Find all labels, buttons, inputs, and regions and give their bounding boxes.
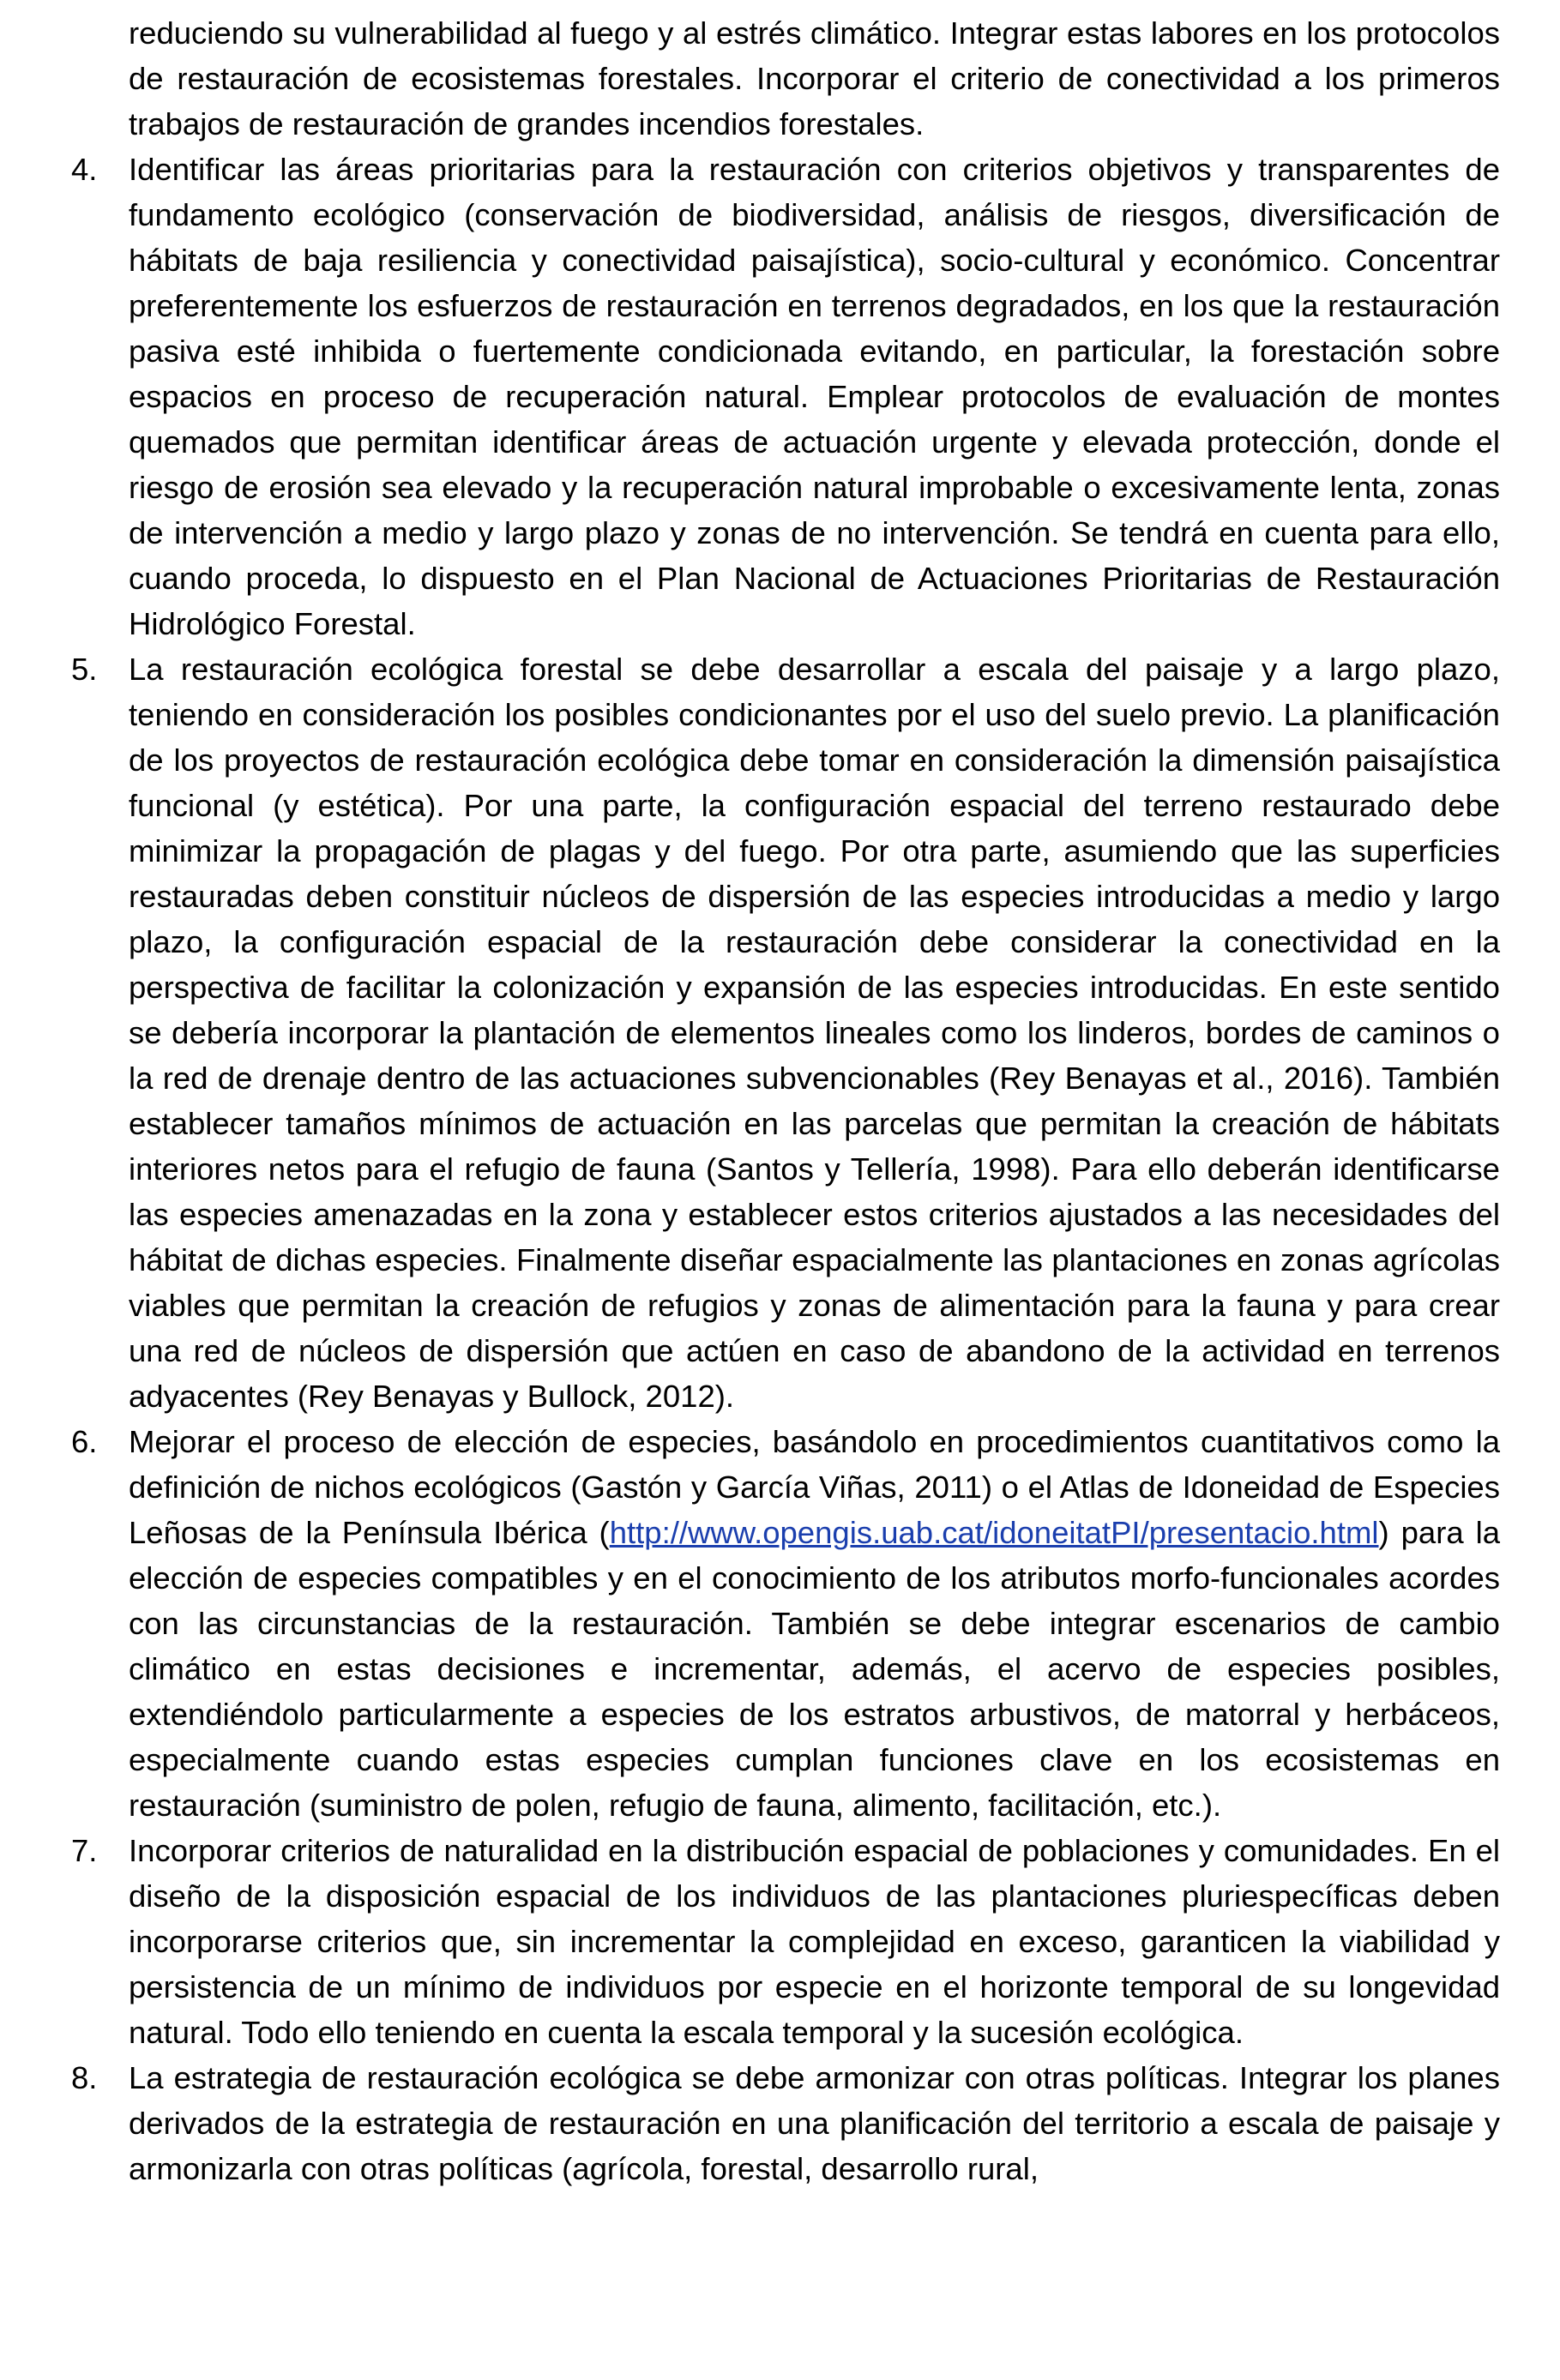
list-item-7 — [71, 1828, 1500, 2055]
item-number: 6. — [71, 1424, 98, 1459]
item-text: La estrategia de restauración ecológica se debe armonizar con otras políticas. Integrar los planes derivados de la estrategia de restauración en una planificación del territorio a escala de paisaje y armonizarla con otras políticas (agrícola, forestal, desarrollo rural, — [129, 2060, 1500, 2186]
numbered-list — [71, 147, 1500, 2191]
item-text: Identificar las áreas prioritarias para la restauración con criterios objetivos y transparentes de fundamento ecológico (conservación de biodiversidad, análisis de riesgos, diversificación de hábitats de baja resiliencia y conectividad paisajística), socio-cultural y económico. Concentrar preferentemente los esfuerzos de restauración en terrenos degradados, en los que la restauración pasiva esté inhibida o fuertemente condicionada evitando, en particular, la forestación sobre espacios en proceso de recuperación natural. Emplear protocolos de evaluación de montes quemados que permitan identificar áreas de actuación urgente y elevada protección, donde el riesgo de erosión sea elevado y la recuperación natural improbable o excesivamente lenta, zonas de intervención a medio y largo plazo y zonas de no intervención. Se tendrá en cuenta para ello, cuando proceda, lo dispuesto en el Plan Nacional de Actuaciones Prioritarias de Restauración Hidrológico Forestal. — [129, 152, 1500, 641]
list-item-8 — [71, 2055, 1500, 2191]
list-item-5 — [71, 646, 1500, 1419]
item-text-before-link: Mejorar el proceso de elección de especies, basándolo en procedimientos cuantitativos como la definición de nichos ecológicos (Gastón y García Viñas, 2011) o el Atlas de Idoneidad de Especies Leñosas de la Península Ibérica ( — [129, 1424, 1500, 1550]
item-number: 7. — [71, 1833, 98, 1868]
atlas-idoneidad-link[interactable]: http://www.opengis.uab.cat/idoneitatPI/presentacio.html — [609, 1515, 1379, 1550]
list-item-4 — [71, 147, 1500, 646]
item-text: La restauración ecológica forestal se debe desarrollar a escala del paisaje y a largo plazo, teniendo en consideración los posibles condicionantes por el uso del suelo previo. La planificación de los proyectos de restauración ecológica debe tomar en consideración la dimensión paisajística funcional (y estética). Por una parte, la configuración espacial del terreno restaurado debe minimizar la propagación de plagas y del fuego. Por otra parte, asumiendo que las superficies restauradas deben constituir núcleos de dispersión de las especies introducidas a medio y largo plazo, la configuración espacial de la restauración debe considerar la conectividad en la perspectiva de facilitar la colonización y expansión de las especies introducidas. En este sentido se debería incorporar la plantación de elementos lineales como los linderos, bordes de caminos o la red de drenaje dentro de las actuaciones subvencionables (Rey Benayas et al., 2016). También establecer tamaños mínimos de actuación en las parcelas que permitan la creación de hábitats interiores netos para el refugio de fauna (Santos y Tellería, 1998). Para ello deberán identificarse las especies amenazadas en la zona y establecer estos criterios ajustados a las necesidades del hábitat de dichas especies. Finalmente diseñar espacialmente las plantaciones en zonas agrícolas viables que permitan la creación de refugios y zonas de alimentación para la fauna y para crear una red de núcleos de dispersión que actúen en caso de abandono de la actividad en terrenos adyacentes (Rey Benayas y Bullock, 2012). — [129, 652, 1500, 1414]
item-number: 4. — [71, 152, 98, 187]
item-text: Incorporar criterios de naturalidad en la distribución espacial de poblaciones y comunidades. En el diseño de la disposición espacial de los individuos de las plantaciones pluriespecíficas deben incorporarse criterios que, sin incrementar la complejidad en exceso, garanticen la viabilidad y persistencia de un mínimo de individuos por especie en el horizonte temporal de su longevidad natural. Todo ello teniendo en cuenta la escala temporal y la sucesión ecológica. — [129, 1833, 1500, 2050]
item-text-after-link: ) para la elección de especies compatibles y en el conocimiento de los atributos morfo-funcionales acordes con las circunstancias de la restauración. También se debe integrar escenarios de cambio climático en estas decisiones e incrementar, además, el acervo de especies posibles, extendiéndolo particularmente a especies de los estratos arbustivos, de matorral y herbáceos, especialmente cuando estas especies cumplan funciones clave en los ecosistemas en restauración (suministro de polen, refugio de fauna, alimento, facilitación, etc.). — [129, 1515, 1500, 1823]
item-text — [129, 1419, 1500, 1828]
item-number: 5. — [71, 652, 98, 687]
continuation-paragraph: reduciendo su vulnerabilidad al fuego y al estrés climático. Integrar estas labores en los protocolos de restauración de ecosistemas forestales. Incorporar el criterio de conectividad a los primeros trabajos de restauración de grandes incendios forestales. — [129, 15, 1500, 141]
list-item-6 — [71, 1419, 1500, 1828]
item-number: 8. — [71, 2060, 98, 2095]
